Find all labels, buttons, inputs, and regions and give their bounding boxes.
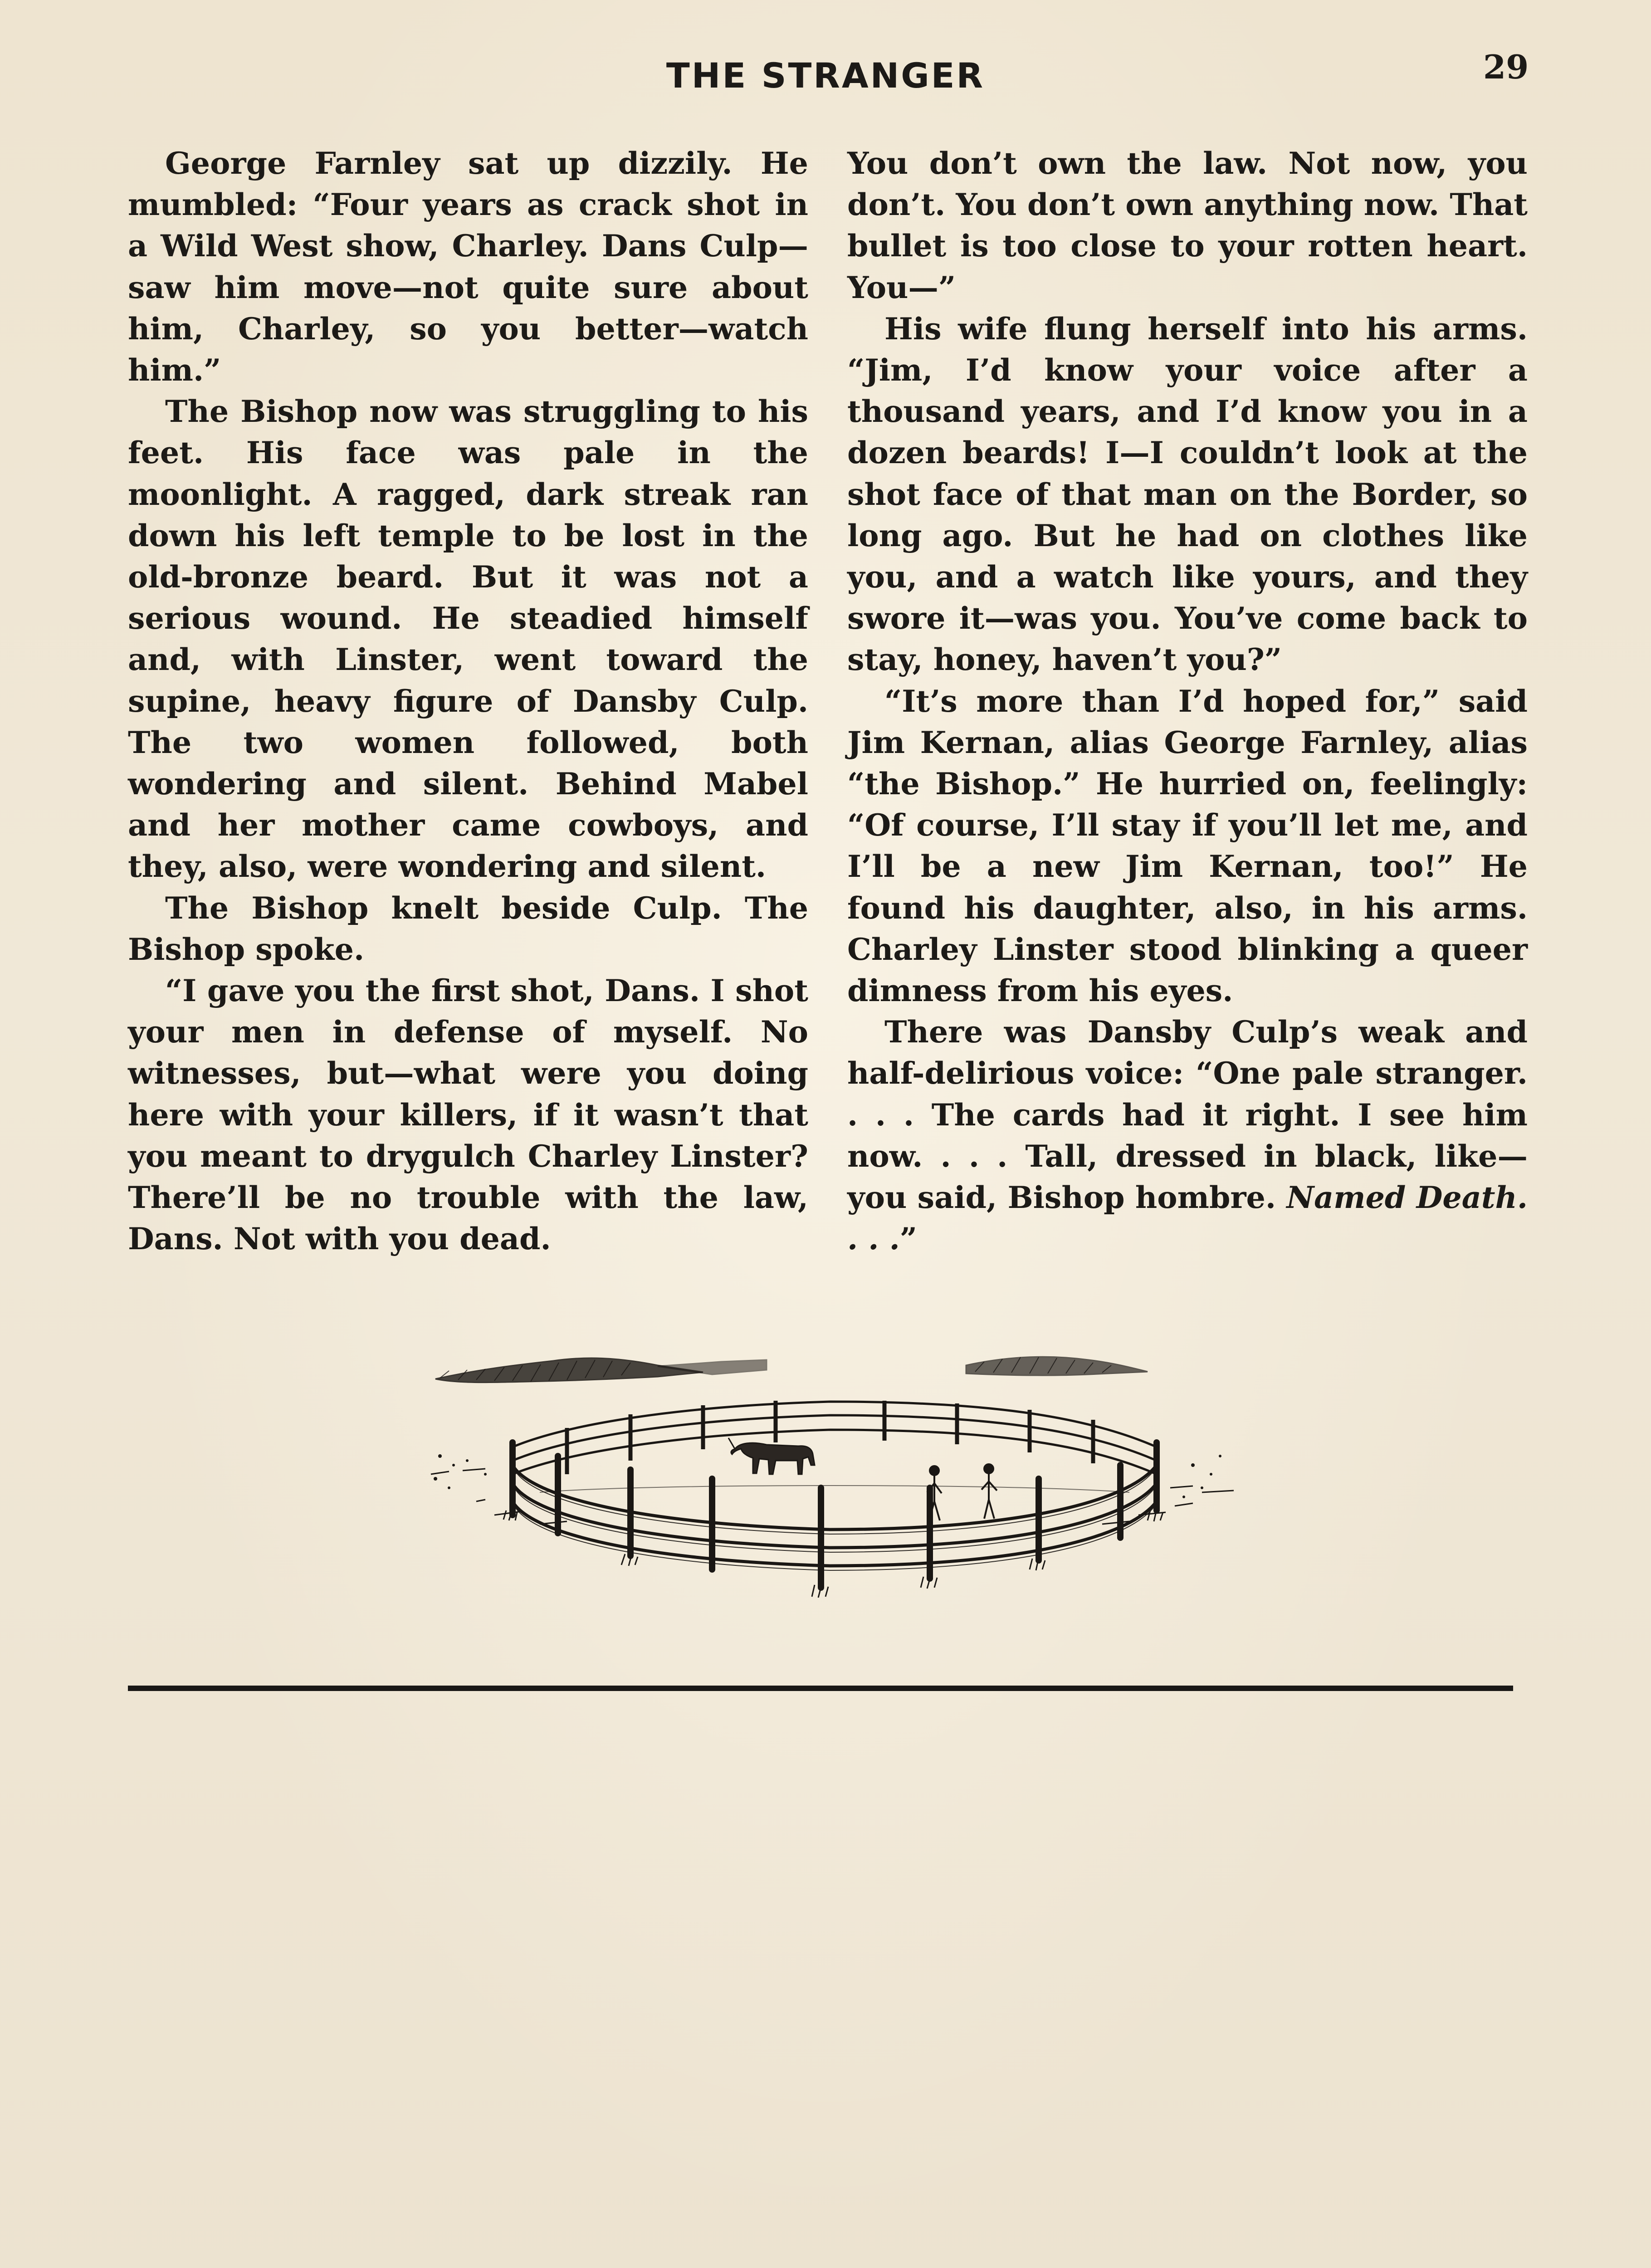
paragraph-final	[847, 1012, 1528, 1260]
closing-quote: ”	[899, 1221, 918, 1257]
paragraph: His wife flung herself into his arms. “Jim, I’d know your voice after a thousand years, and I’d know you in a dozen beards! I—I couldn’t look at the shot face of that man on the Border, so long ago. But he had on clothes like you, and a watch like yours, and they swore it—was you. You’ve come back to stay, honey, haven’t you?”	[847, 311, 1528, 678]
horizontal-rule	[128, 1686, 1513, 1691]
paragraph-text: There was Dansby Culp’s weak and half-delirious voice: “One pale stranger. . . . The cards had it right. I see him now. . . . Tall, dressed in black, like—you said, Bishop hombre.	[847, 1014, 1528, 1216]
paragraph: The Bishop now was struggling to his feet. His face was pale in the moonlight. A ragged, dark streak ran down his left temple to be lost in the old-bronze beard. But it was not a serious wound. He steadied himself and, with Linster, went toward the supine, heavy figure of Dansby Culp. The two women followed, both wondering and silent. Behind Mabel and her mother came cowboys, and they, also, were wondering and silent.	[128, 394, 808, 885]
paragraph-continuation: You don’t own the law. Not now, you don’t. You don’t own anything now. That bullet is too close to your rotten heart. You—”	[847, 146, 1528, 305]
italic-phrase: Named Death. . . .	[847, 1180, 1528, 1257]
paragraph: “I gave you the first shot, Dans. I shot your men in defense of myself. No witnesses, but—what were you doing here with your killers, if it wasn’t that you meant to drygulch Charley Linster? There’ll be no trouble with the law, Dans. Not with you dead.	[128, 973, 808, 1257]
paragraph: “It’s more than I’d hoped for,” said Jim Kernan, alias George Farnley, alias “the Bishop.” He hurried on, feelingly: “Of course, I’ll stay if you’ll let me, and I’ll be a new Jim Kernan, too!” He found his daughter, also, in his arms. Charley Linster stood blinking a queer dimness from his eyes.	[847, 683, 1528, 1009]
paragraph: The Bishop knelt beside Culp. The Bishop spoke.	[128, 890, 808, 967]
text-column-left	[128, 143, 808, 1260]
corral-illustration-icon	[422, 1352, 1247, 1615]
text-column-right	[847, 143, 1528, 1260]
paragraph: George Farnley sat up dizzily. He mumbled: “Four years as crack shot in a Wild West show, Charley. Dans Culp—saw him move—not quite sure about him, Charley, so you better—watch him.”	[128, 146, 808, 388]
page-number: 29	[1483, 48, 1529, 86]
running-head-title: THE STRANGER	[666, 55, 985, 96]
